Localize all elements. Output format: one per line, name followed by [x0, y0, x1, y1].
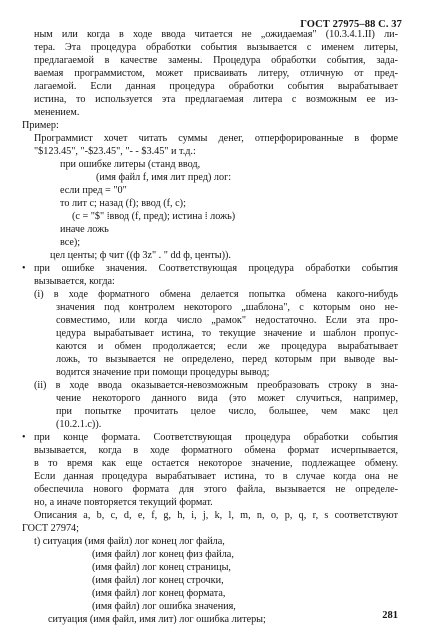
page-number: 281 [382, 610, 398, 621]
text-line: истина, то используется эта предлагаемая литера с возможным ее из- [34, 94, 398, 105]
text-line: вызывается, когда: [34, 276, 115, 287]
text-line: тера. Эта процедура обработки события вызывается с именем литеры, [34, 42, 398, 53]
text-line: (имя файл) лог конец строчки, [92, 575, 224, 586]
text-line: при конце формата. Соответствующая процедура обработки события [34, 432, 398, 443]
text-line: Если данная процедура вырабатывает истина, то в случае когда она не [34, 471, 398, 482]
text-line: при попытке прочитать целое число, большее, чем макс цел [56, 406, 398, 417]
text-line: цел центы; ф чит ((ф 3z" . " dd ф, центы)). [50, 250, 231, 261]
text-line: (ii) в ходе ввода оказывается-невозможным преобразовать строку в зна- [34, 380, 398, 391]
text-line: при ошибке значения. Соответствующая процедура обработки события [34, 263, 398, 274]
text-line: значения под контролем некоторого „шаблона", с которым оно не- [56, 302, 398, 313]
text-line: Программист хочет читать суммы денег, отперфорированные в форме [34, 133, 398, 144]
text-line: (c = "$" ⁞ввод (f, пред); истина ⁞ ложь) [72, 211, 236, 222]
text-line: (имя файл) лог ошибка значения, [92, 601, 236, 612]
text-line: (имя файл f, имя лит пред) лог: [96, 172, 232, 183]
text-line: лагаемой. Если данная процедура обработки события вырабатывает [34, 81, 398, 92]
text-line: (i) в ходе форматного обмена делается попытка обмена какого-нибудь [34, 289, 398, 300]
text-line: (10.2.1.c)). [56, 419, 102, 430]
bullet-marker: • [22, 263, 26, 274]
bullet-marker: • [22, 432, 26, 443]
text-line: при ошибке литеры (станд ввод, [60, 159, 201, 170]
text-line: совместимо, или когда число „рамок" недостаточно. Если эта про- [56, 315, 398, 326]
text-line: каются и обмен продолжается; если же процедура вырабатывает [56, 341, 398, 352]
text-line: чение некоторого данного вида (это может случиться, например, [56, 393, 398, 404]
text-line: t) ситуация (имя файл) лог конец лог файла, [34, 536, 225, 547]
text-line: в то время как еще остается некоторое значение, подлежащее обмену. [34, 458, 398, 469]
text-line: ным или когда в ходе ввода читается не „ожидаемая" (10.3.4.1.II) ли- [34, 29, 398, 40]
text-line: ситуация (имя файл, имя лит) лог ошибка литеры; [48, 614, 266, 625]
text-line: ложь, то вызывается не определено, перед которым при выводе вы- [56, 354, 398, 365]
text-line: иначе ложь [60, 224, 109, 235]
text-line: Описания a, b, c, d, e, f, g, h, i, j, k, l, m, n, o, p, q, r, s соответствуют [34, 510, 398, 521]
text-line: предлагаемой в качестве замены. Процедура обработки события, зада- [34, 55, 398, 66]
text-line: все); [60, 237, 81, 248]
text-line: водится значение при помощи процедуры вывод; [56, 367, 270, 378]
text-line: вызывается, когда в ходе форматного обмена формат исчерпывается, [34, 445, 398, 456]
text-line: ваемая программистом, может присваивать литеру, отличную от пред- [34, 68, 398, 79]
text-line: "$123.45", "-$23.45", "- - $3.45" и т.д.: [34, 146, 196, 157]
text-line: ГОСТ 27974; [22, 523, 79, 534]
text-line: менением. [34, 107, 80, 118]
text-line: если пред = "0" [60, 185, 127, 196]
text-line: цедура вырабатывает истина, то текущие значение и шаблон пропус- [56, 328, 398, 339]
text-line: Пример: [22, 120, 59, 131]
text-line: (имя файл) лог конец страницы, [92, 562, 231, 573]
page-header: ГОСТ 27975–88 С. 37 [300, 19, 402, 30]
text-line: (имя файл) лог конец формата, [92, 588, 226, 599]
text-line: то лит с; назад (f); ввод (f, c); [60, 198, 186, 209]
text-line: обеспечила нового формата для этого файла, вызывается не определе- [34, 484, 398, 495]
text-line: но, а иначе повторяется текущий формат. [34, 497, 213, 508]
text-line: (имя файл) лог конец физ файла, [92, 549, 234, 560]
